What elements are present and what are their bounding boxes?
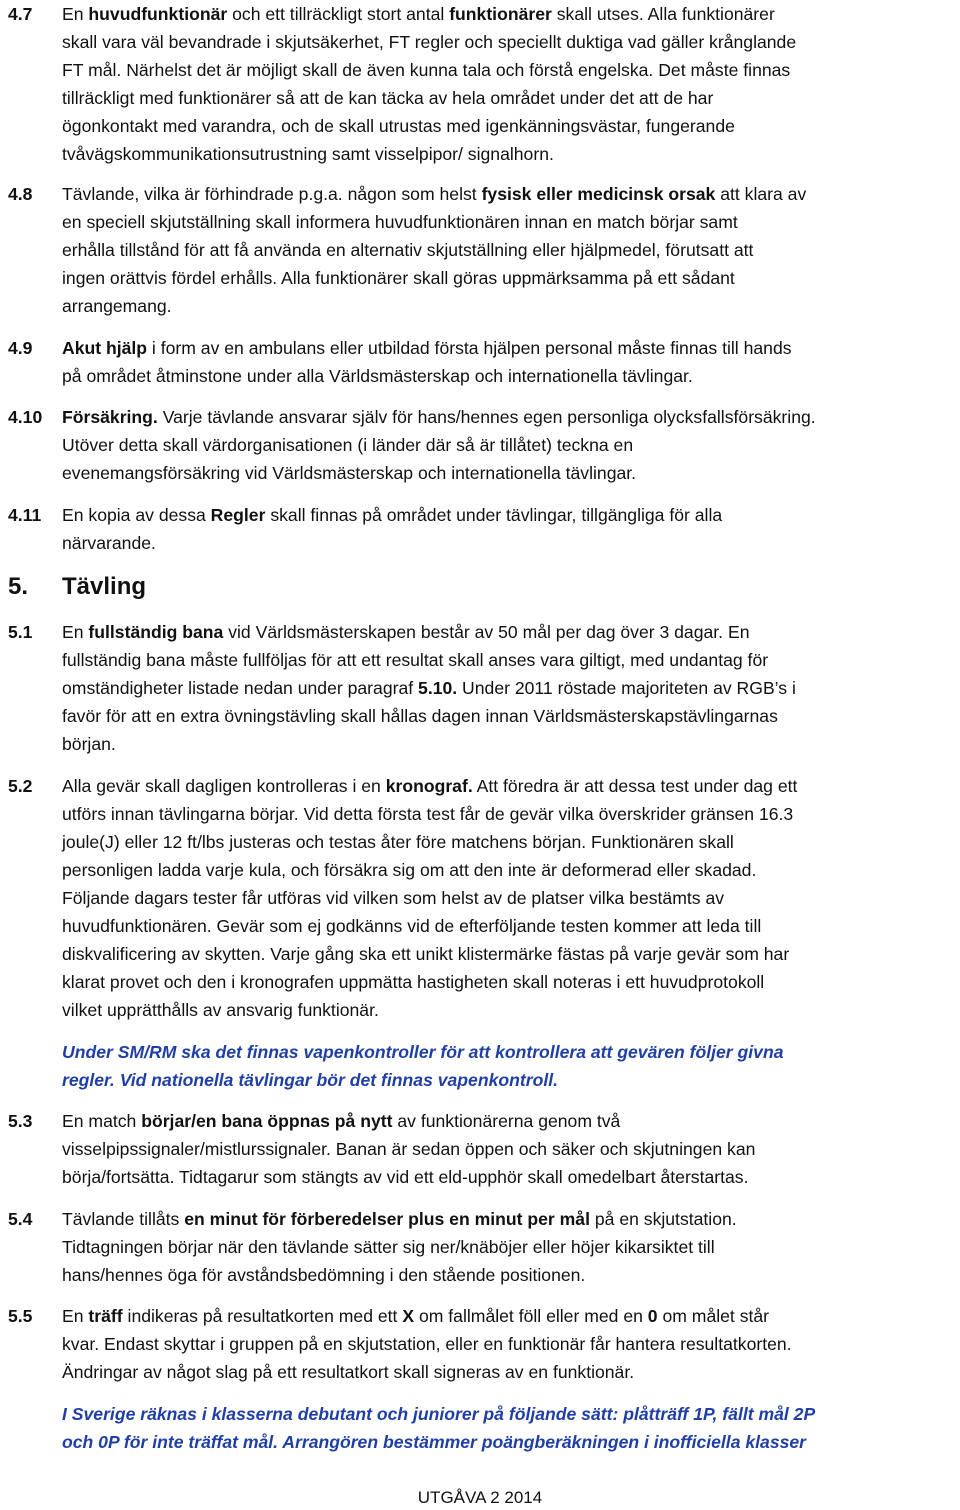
text-run: vid Världsmästerskapen består av 50 mål per dag över 3 dagar. En xyxy=(223,622,750,642)
text-run: skall utses. Alla funktionärer xyxy=(551,4,775,24)
text-run: Tävlande tillåts xyxy=(62,1209,185,1229)
text-line xyxy=(62,912,952,940)
text-line xyxy=(62,84,952,112)
text-line xyxy=(62,334,952,362)
text-line xyxy=(62,180,952,208)
paragraph-5-2 xyxy=(0,772,960,1024)
text-line xyxy=(62,968,952,996)
text-run: Tävlande, vilka är förhindrade p.g.a. någon som helst xyxy=(62,184,482,204)
bold-text: Försäkring. xyxy=(62,407,158,427)
paragraph-5-4 xyxy=(0,1205,960,1289)
text-run: joule(J) eller 12 ft/lbs justeras och testas åter före matchens början. Funktionären skall xyxy=(62,832,734,852)
bold-text: fysisk eller medicinsk orsak xyxy=(481,184,716,204)
text-run: Alla gevär skall dagligen kontrolleras i en xyxy=(62,776,386,796)
text-run: vilket upprätthålls av ansvarig funktionär. xyxy=(62,1000,379,1020)
text-line xyxy=(62,772,952,800)
text-line xyxy=(62,140,952,168)
bold-text: X xyxy=(402,1306,415,1326)
text-run: att klara av xyxy=(715,184,807,204)
text-line xyxy=(62,996,952,1024)
text-run: klarat provet och den i kronografen uppmätta hastigheten skall noteras i ett huvudprotokoll xyxy=(62,972,765,992)
paragraph-body xyxy=(62,334,952,390)
bold-text: Regler xyxy=(210,505,266,525)
text-line xyxy=(62,1205,952,1233)
bold-text: träff xyxy=(88,1306,123,1326)
bold-text: Akut hjälp xyxy=(62,338,148,358)
bold-text: funktionärer xyxy=(449,4,552,24)
paragraph-number: 5.4 xyxy=(8,1209,33,1229)
paragraph-4-7 xyxy=(0,0,960,168)
text-run: av funktionärerna genom två xyxy=(392,1111,621,1131)
paragraph-number: 4.8 xyxy=(8,184,33,204)
bold-text: 5.10. xyxy=(418,678,458,698)
text-run: närvarande. xyxy=(62,533,156,553)
text-run: En xyxy=(62,4,89,24)
text-run: Ändringar av något slag på ett resultatkort skall signeras av en funktionär. xyxy=(62,1362,635,1382)
text-line xyxy=(62,1302,952,1330)
paragraph-4-8 xyxy=(0,180,960,320)
text-run: En match xyxy=(62,1111,142,1131)
text-run: Under 2011 röstade majoriteten av RGB’s i xyxy=(457,678,796,698)
note-sverige xyxy=(62,1400,952,1456)
text-line xyxy=(62,431,952,459)
text-line xyxy=(62,618,952,646)
text-line xyxy=(62,646,952,674)
paragraph-number: 4.9 xyxy=(8,338,33,358)
text-run: skall vara väl bevandrade i skjutsäkerhet, FT regler och speciellt duktiga vad gäller krånglande xyxy=(62,32,797,52)
text-run: Tidtagningen börjar när den tävlande sätter sig ner/knäböjer eller höjer kikarsiktet till xyxy=(62,1237,715,1257)
paragraph-number: 5.2 xyxy=(8,776,33,796)
text-run: på området åtminstone under alla Världsmästerskap och internationella tävlingar. xyxy=(62,366,693,386)
paragraph-4-11 xyxy=(0,501,960,557)
text-run: erhålla tillstånd för att få använda en alternativ skjutställning eller hjälpmedel, förutsatt att xyxy=(62,240,754,260)
text-line xyxy=(62,0,952,28)
text-run: i form av en ambulans eller utbildad första hjälpen personal måste finnas till hands xyxy=(147,338,792,358)
text-line xyxy=(62,800,952,828)
text-line xyxy=(62,28,952,56)
text-run: börja/fortsätta. Tidtagarur som stängts av vid ett eld-upphör skall omedelbart återstartas. xyxy=(62,1167,749,1187)
text-run: personligen ladda varje kula, och försäkra sig om att den inte är deformerad eller skadad. xyxy=(62,860,757,880)
text-run: fullständig bana måste fullföljas för att ett resultat skall anses vara giltigt, med undantag för xyxy=(62,650,769,670)
text-line xyxy=(62,403,952,431)
text-run: tvåvägskommunikationsutrustning samt visselpipor/ signalhorn. xyxy=(62,144,554,164)
text-line xyxy=(62,828,952,856)
note-line: regler. Vid nationella tävlingar bör det finnas vapenkontroll. xyxy=(62,1070,558,1090)
note-line: I Sverige räknas i klasserna debutant och juniorer på följande sätt: plåtträff 1P, fällt mål 2P xyxy=(62,1404,816,1424)
paragraph-body xyxy=(62,1107,952,1191)
text-run: utförs innan tävlingarna börjar. Vid detta första test får de gevär vilka överskrider gränsen 16.3 xyxy=(62,804,794,824)
text-run: Att föredra är att dessa test under dag ett xyxy=(472,776,798,796)
text-run: Utöver detta skall värdorganisationen (i länder där så är tillåtet) teckna en xyxy=(62,435,634,455)
note-sm-rm xyxy=(62,1038,952,1094)
text-line xyxy=(62,940,952,968)
text-run: Varje tävlande ansvarar själv för hans/hennes egen personliga olycksfallsförsäkring. xyxy=(157,407,816,427)
text-run: om målet står xyxy=(657,1306,770,1326)
paragraph-5-5 xyxy=(0,1302,960,1386)
text-run: diskvalificering av skytten. Varje gång ska ett unikt klistermärke fästas på varje gevär som har xyxy=(62,944,790,964)
paragraph-number: 4.7 xyxy=(8,4,33,24)
text-line xyxy=(62,1135,952,1163)
text-run: favör för att en extra övningstävling skall hållas dagen innan Världsmästerskapstävlingarnas xyxy=(62,706,778,726)
text-line xyxy=(62,730,952,758)
section-heading xyxy=(8,570,146,604)
note-line: och 0P för inte träffat mål. Arrangören bestämmer poängberäkningen i inofficiella klasser xyxy=(62,1432,807,1452)
text-run: ingen orättvis fördel erhålls. Alla funktionärer skall göras uppmärksamma på ett sådant xyxy=(62,268,735,288)
text-run: tillräckligt med funktionärer så att de kan täcka av hela området under det att de har xyxy=(62,88,714,108)
text-line xyxy=(62,112,952,140)
text-run: FT mål. Närhelst det är möjligt skall de även kunna tala och förstå engelska. Det måste finnas xyxy=(62,60,791,80)
text-line xyxy=(62,459,952,487)
text-line xyxy=(62,856,952,884)
paragraph-body xyxy=(62,1205,952,1289)
page-footer-edition: UTGÅVA 2 2014 xyxy=(417,1488,543,1507)
text-run: huvudfunktionären. Gevär som ej godkänns vid de efterföljande testen kommer att leda till xyxy=(62,916,762,936)
text-run: En kopia av dessa xyxy=(62,505,211,525)
text-run: evenemangsförsäkring vid Världsmästerskap och internationella tävlingar. xyxy=(62,463,637,483)
text-run: En xyxy=(62,622,89,642)
paragraph-body xyxy=(62,180,952,320)
text-line xyxy=(62,264,952,292)
text-line xyxy=(62,1233,952,1261)
text-line xyxy=(62,702,952,730)
text-run: ögonkontakt med varandra, och de skall utrustas med igenkänningsvästar, fungerande xyxy=(62,116,735,136)
text-run: omständigheter listade nedan under paragraf xyxy=(62,678,419,698)
text-line xyxy=(62,236,952,264)
text-run: början. xyxy=(62,734,116,754)
text-line xyxy=(62,674,952,702)
paragraph-body xyxy=(62,501,952,557)
text-run: på en skjutstation. xyxy=(589,1209,737,1229)
text-run: en speciell skjutställning skall informera huvudfunktionären innan en match börjar samt xyxy=(62,212,738,232)
section-heading-title: Tävling xyxy=(62,573,147,600)
text-line xyxy=(62,56,952,84)
text-run: och ett tillräckligt stort antal xyxy=(227,4,450,24)
paragraph-4-10 xyxy=(0,403,960,487)
paragraph-5-1 xyxy=(0,618,960,758)
paragraph-body xyxy=(62,618,952,758)
paragraph-body xyxy=(62,403,952,487)
text-line xyxy=(62,529,952,557)
text-run: indikeras på resultatkorten med ett xyxy=(122,1306,403,1326)
bold-text: huvudfunktionär xyxy=(88,4,228,24)
text-line xyxy=(62,208,952,236)
paragraph-number: 4.10 xyxy=(8,407,43,427)
text-run: om fallmålet föll eller med en xyxy=(414,1306,648,1326)
paragraph-5-3 xyxy=(0,1107,960,1191)
bold-text: en minut för förberedelser plus en minut per mål xyxy=(184,1209,590,1229)
text-line xyxy=(62,1163,952,1191)
text-line xyxy=(62,362,952,390)
paragraph-number: 5.5 xyxy=(8,1306,33,1326)
text-line xyxy=(62,501,952,529)
text-run: visselpipssignaler/mistlurssignaler. Banan är sedan öppen och säker och skjutningen kan xyxy=(62,1139,756,1159)
paragraph-body xyxy=(62,0,952,168)
paragraph-number: 4.11 xyxy=(8,505,42,525)
section-heading-number: 5. xyxy=(8,573,29,600)
text-line xyxy=(62,1358,952,1386)
paragraph-body xyxy=(62,772,952,1024)
text-run: Följande dagars tester får utföras vid vilken som helst av de platser vilka bestämts av xyxy=(62,888,725,908)
bold-text: börjar/en bana öppnas på nytt xyxy=(141,1111,393,1131)
text-line xyxy=(62,1330,952,1358)
text-run: skall finnas på området under tävlingar, tillgängliga för alla xyxy=(265,505,723,525)
paragraph-body xyxy=(62,1302,952,1386)
text-run: hans/hennes öga för avståndsbedömning i den stående positionen. xyxy=(62,1265,586,1285)
bold-text: 0 xyxy=(647,1306,658,1326)
text-run: arrangemang. xyxy=(62,296,172,316)
bold-text: kronograf. xyxy=(385,776,473,796)
text-line xyxy=(62,1107,952,1135)
text-run: kvar. Endast skyttar i gruppen på en skjutstation, eller en funktionär får hantera resultatkorten. xyxy=(62,1334,792,1354)
text-line xyxy=(62,884,952,912)
text-line xyxy=(62,292,952,320)
note-line: Under SM/RM ska det finnas vapenkontroller för att kontrollera att gevären följer givna xyxy=(62,1042,784,1062)
paragraph-4-9 xyxy=(0,334,960,390)
paragraph-number: 5.1 xyxy=(8,622,33,642)
text-run: En xyxy=(62,1306,89,1326)
paragraph-number: 5.3 xyxy=(8,1111,33,1131)
text-line xyxy=(62,1261,952,1289)
bold-text: fullständig bana xyxy=(88,622,224,642)
